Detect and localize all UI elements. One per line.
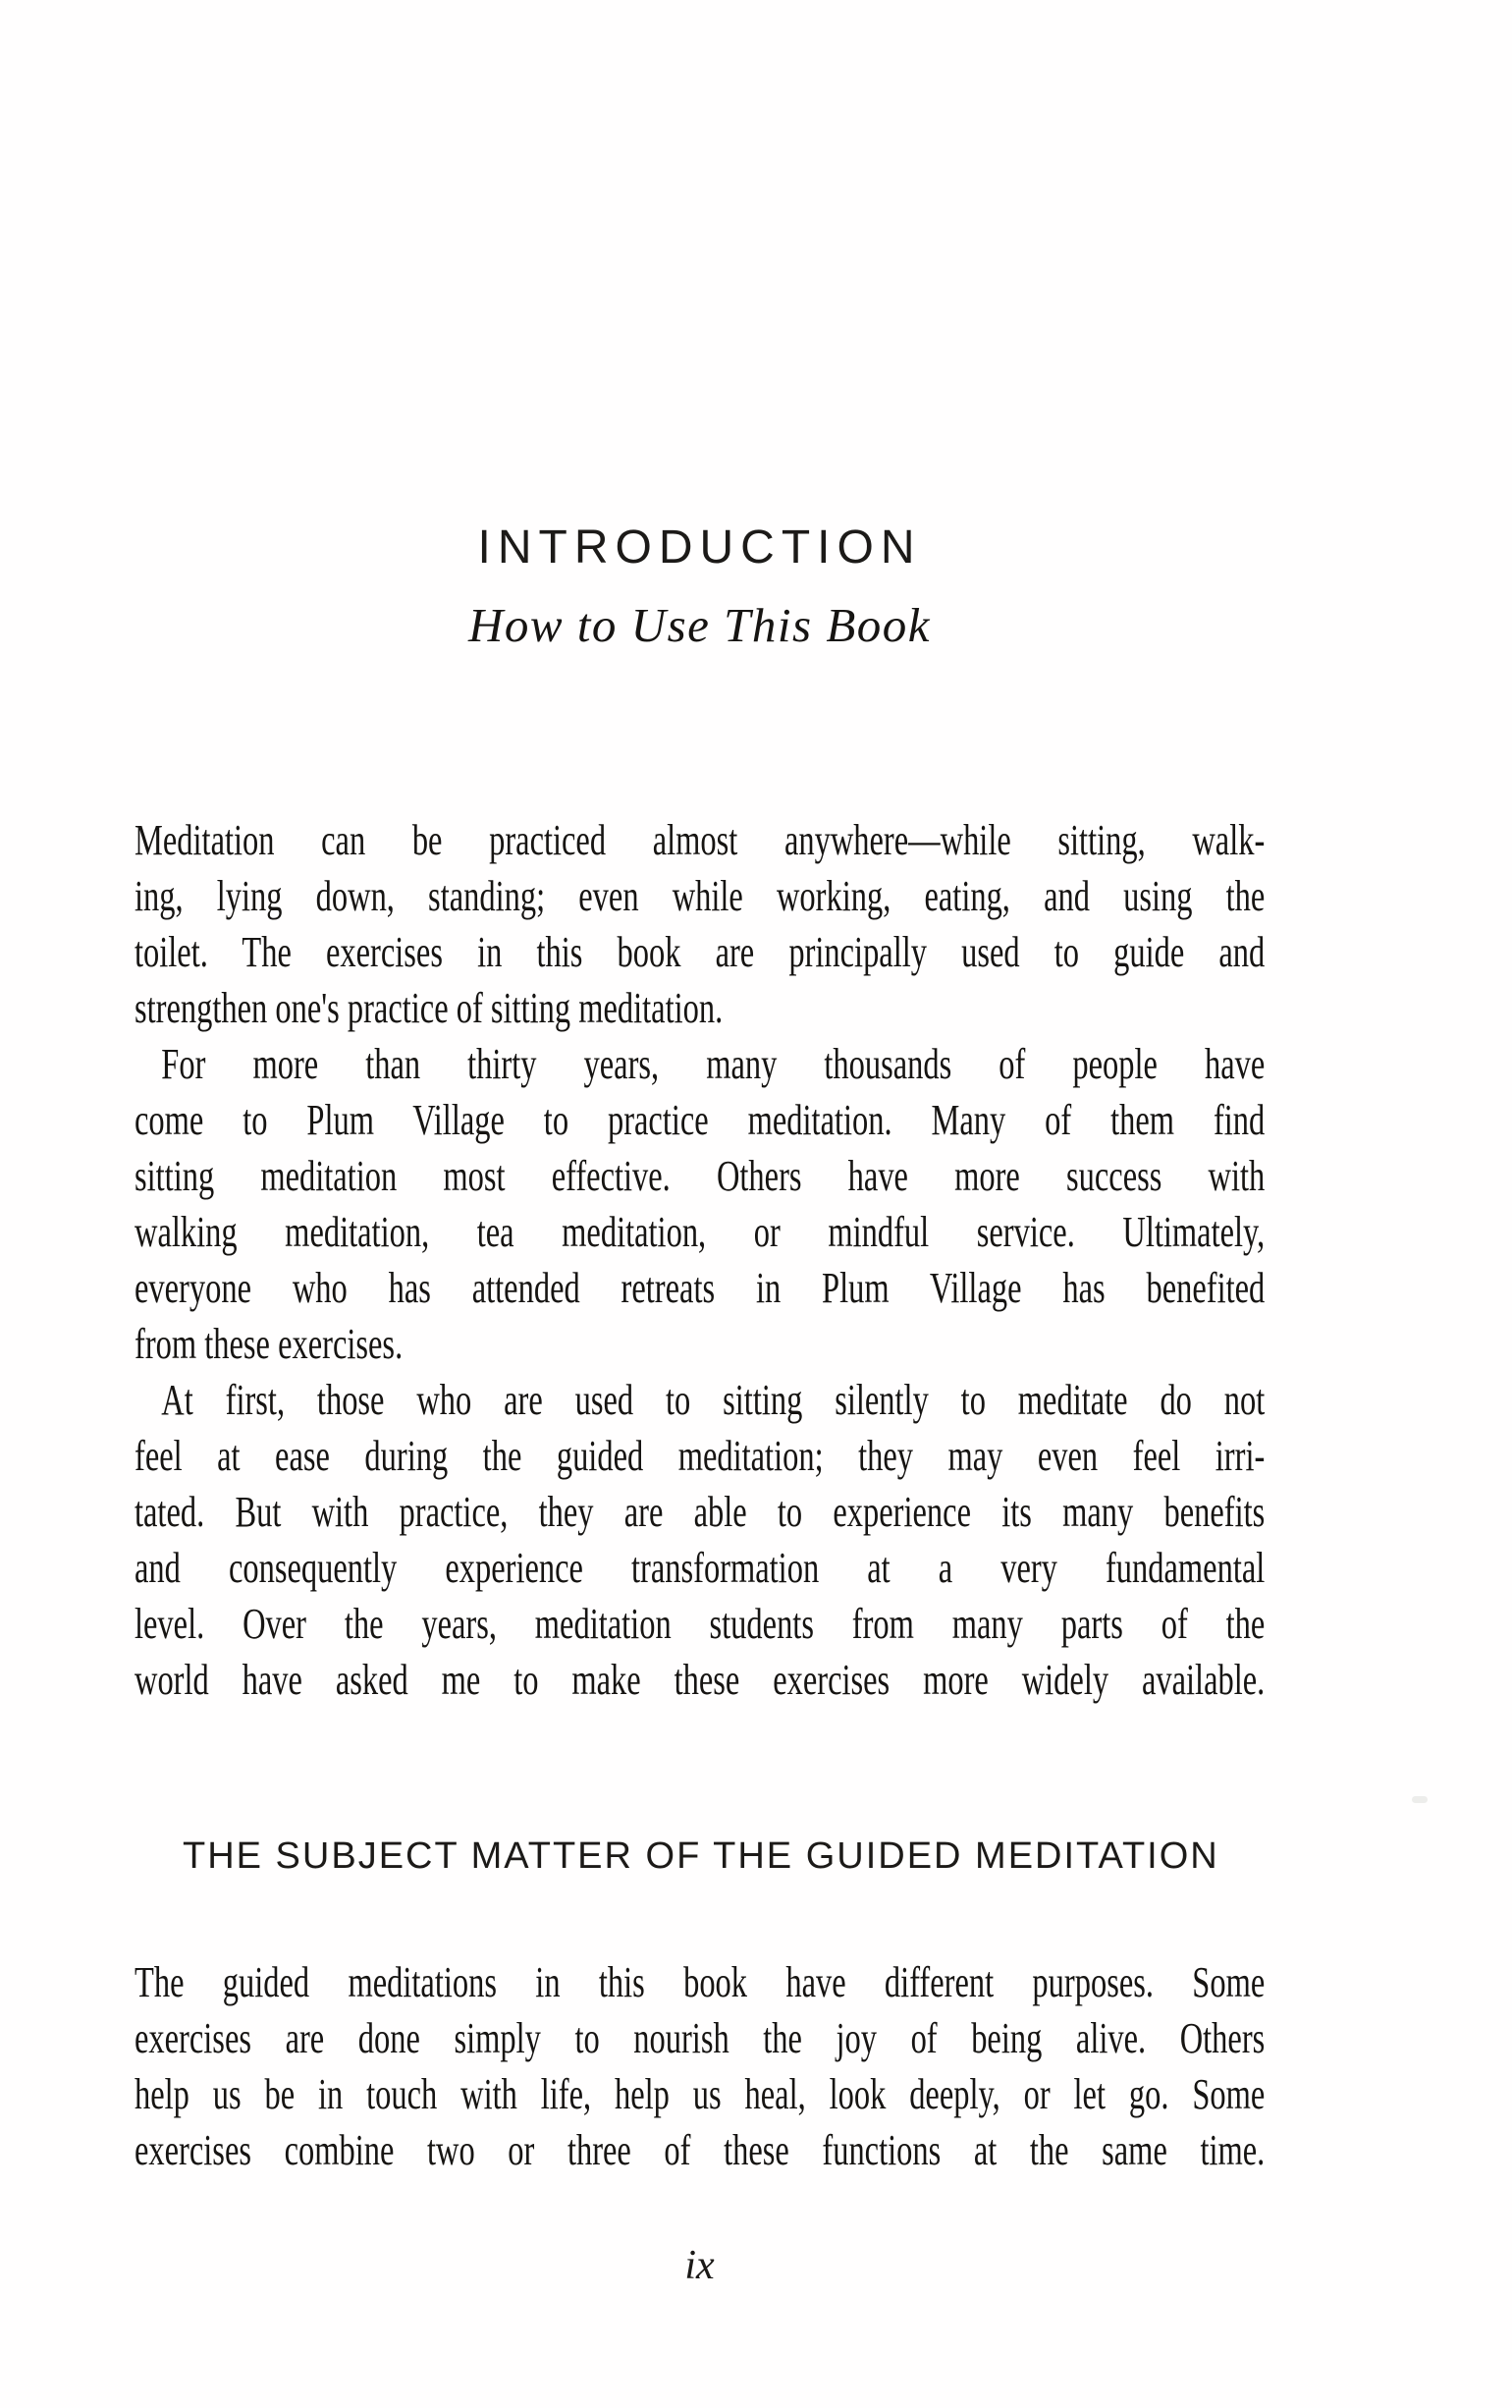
text-line: At first, those who are used to sitting silently to meditate do not xyxy=(161,1376,1266,1424)
chapter-title: INTRODUCTION xyxy=(477,521,922,574)
paragraph xyxy=(135,812,1265,1036)
text-line: Meditation can be practiced almost anywhere—while sitting, walk- xyxy=(135,816,1266,864)
scan-smudge xyxy=(1412,1796,1428,1803)
paragraph xyxy=(135,1954,1265,2178)
paragraph xyxy=(135,1372,1265,1708)
text-line: strengthen one's practice of sitting meditation. xyxy=(135,984,724,1032)
text-line: help us be in touch with life, help us heal, look deeply, or let go. Some xyxy=(135,2070,1266,2118)
text-line: level. Over the years, meditation students from many parts of the xyxy=(135,1600,1266,1648)
text-line: everyone who has attended retreats in Plum Village has benefited xyxy=(135,1264,1266,1312)
body-text-block xyxy=(135,1954,1265,2178)
text-line: come to Plum Village to practice meditation. Many of them find xyxy=(135,1096,1266,1144)
text-line: toilet. The exercises in this book are principally used to guide and xyxy=(135,928,1266,976)
page-number: ix xyxy=(684,2243,715,2288)
section-heading: THE SUBJECT MATTER OF THE GUIDED MEDITATION xyxy=(183,1835,1219,1877)
chapter-subtitle: How to Use This Book xyxy=(468,598,931,652)
text-line: exercises combine two or three of these functions at the same time. xyxy=(135,2126,1266,2174)
text-line: The guided meditations in this book have different purposes. Some xyxy=(135,1958,1266,2006)
text-line: ing, lying down, standing; even while working, eating, and using the xyxy=(135,872,1266,920)
text-line: tated. But with practice, they are able to experience its many benefits xyxy=(135,1488,1266,1536)
text-line: feel at ease during the guided meditation; they may even feel irri- xyxy=(135,1432,1266,1480)
body-text-block xyxy=(135,812,1265,1708)
paragraph xyxy=(135,1036,1265,1372)
text-line: from these exercises. xyxy=(135,1320,404,1368)
text-line: For more than thirty years, many thousands of people have xyxy=(161,1040,1266,1088)
text-line: exercises are done simply to nourish the joy of being alive. Others xyxy=(135,2014,1266,2062)
text-line: sitting meditation most effective. Others have more success with xyxy=(135,1152,1266,1200)
text-line: walking meditation, tea meditation, or mindful service. Ultimately, xyxy=(135,1208,1266,1256)
text-line: world have asked me to make these exercises more widely available. xyxy=(135,1656,1266,1704)
text-line: and consequently experience transformation at a very fundamental xyxy=(135,1544,1266,1592)
